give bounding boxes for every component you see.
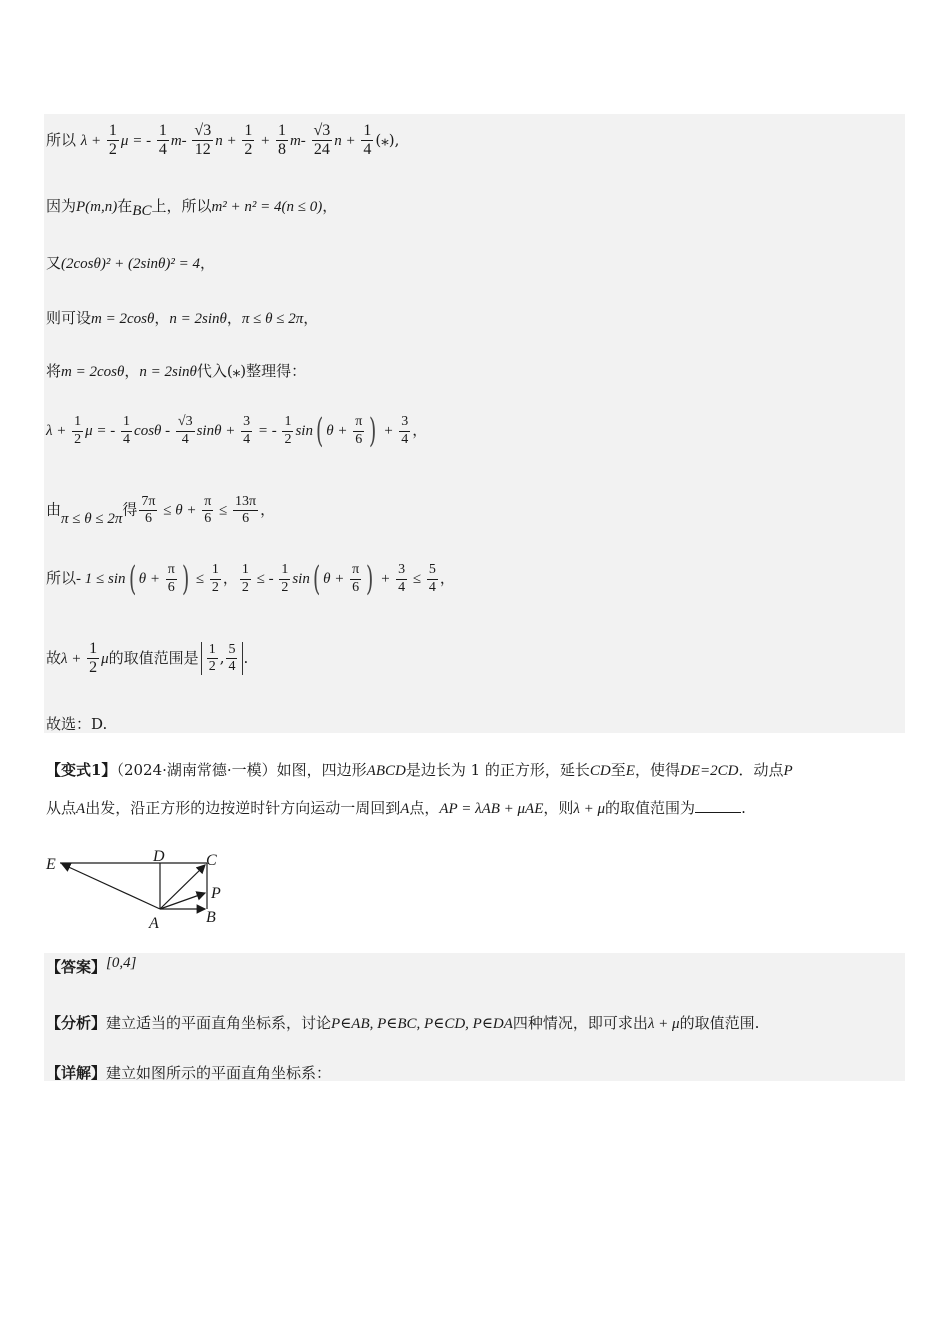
vector-ap — [160, 893, 205, 909]
eq-line-7: 由π ≤ θ ≤ 2π得 $\frac{7\pi}{6}$ ≤ θ + $\frac{\pi}{6}$ ≤ $\frac{13\pi}{6}$ ， — [46, 494, 276, 527]
answer-blank — [695, 800, 741, 813]
eq-line-5: 将m = 2cosθ，n = 2sinθ代入(⁎)整理得： — [46, 362, 307, 380]
eq-line-4: 则可设m = 2cosθ，n = 2sinθ，π ≤ θ ≤ 2π， — [46, 309, 319, 327]
vector-ac — [160, 865, 205, 909]
eq-line-2: 因为P(m,n)在BC上，所以m² + n² = 4(n ≤ 0)， — [46, 197, 338, 219]
geometry-figure — [40, 845, 240, 935]
detail-line: 【详解】建立如图所示的平面直角坐标系： — [46, 1064, 332, 1082]
eq-line-10: 故选：D. — [46, 715, 108, 733]
variant-line-2: 从点A出发，沿正方形的边按逆时针方向运动一周回到A点，AP = λAB + μAE，则λ + μ的取值范围为 . — [46, 799, 746, 817]
label-a: A — [149, 915, 159, 932]
label-c: C — [206, 852, 217, 869]
label-e: E — [46, 856, 56, 873]
label-b: B — [206, 909, 216, 926]
eq-line-6: λ + $\frac{1}{2}$ μ = - $\frac{1}{4}$ cosθ - $\frac{√3}{4}$ sinθ + $\frac{3}{4}$ = - $\frac{1}{2}$ sin( θ + $\frac{\pi}{6}$ ) + $\frac{3}{4}$ ， — [46, 411, 428, 451]
analysis-tag: 【分析】 — [46, 1014, 107, 1032]
detail-tag: 【详解】 — [46, 1064, 107, 1082]
answer-line: 【答案】[0,4] — [46, 955, 137, 976]
answer-tag: 【答案】 — [46, 958, 107, 976]
label-d: D — [153, 848, 165, 865]
eq-line-9: 故λ + $\frac{1}{2}$ μ的取值范围是 $\frac{1}{2}$ , $\frac{5}{4}$ . — [46, 640, 249, 677]
eq-line-3: 又(2cosθ)² + (2sinθ)² = 4， — [46, 254, 215, 272]
eq-line-8: 所以- 1 ≤ sin( θ + $\frac{\pi}{6}$ ) ≤ $\frac{1}{2}$ ， $\frac{1}{2}$ ≤ - $\frac{1}{2}$ sin( θ + $\frac{\pi}{6}$ ) + $\frac{3}{4}$ ≤ $\frac{5}{4}$ ， — [46, 559, 455, 599]
variant-line-1: 【变式1】（2024·湖南常德·一模）如图，四边形ABCD是边长为 1 的正方形，延长CD至E，使得DE=2CD．动点P — [46, 761, 793, 779]
analysis-line: 【分析】建立适当的平面直角坐标系，讨论P∈AB, P∈BC, P∈CD, P∈DA四种情况，即可求出λ + μ的取值范围. — [46, 1014, 760, 1032]
label-p: P — [211, 885, 221, 902]
vector-ae — [62, 864, 160, 909]
eq-line-1: 所以 λ + $\frac{1}{2}$ μ = - $\frac{1}{4}$ m- $\frac{√3}{12}$ n + $\frac{1}{2}$ + $\frac{1}{8}$ m- $\frac{√3}{24}$ n + $\frac{1}{4}$ (⁎), — [46, 122, 400, 159]
variant-tag: 【变式1】 — [46, 761, 117, 779]
